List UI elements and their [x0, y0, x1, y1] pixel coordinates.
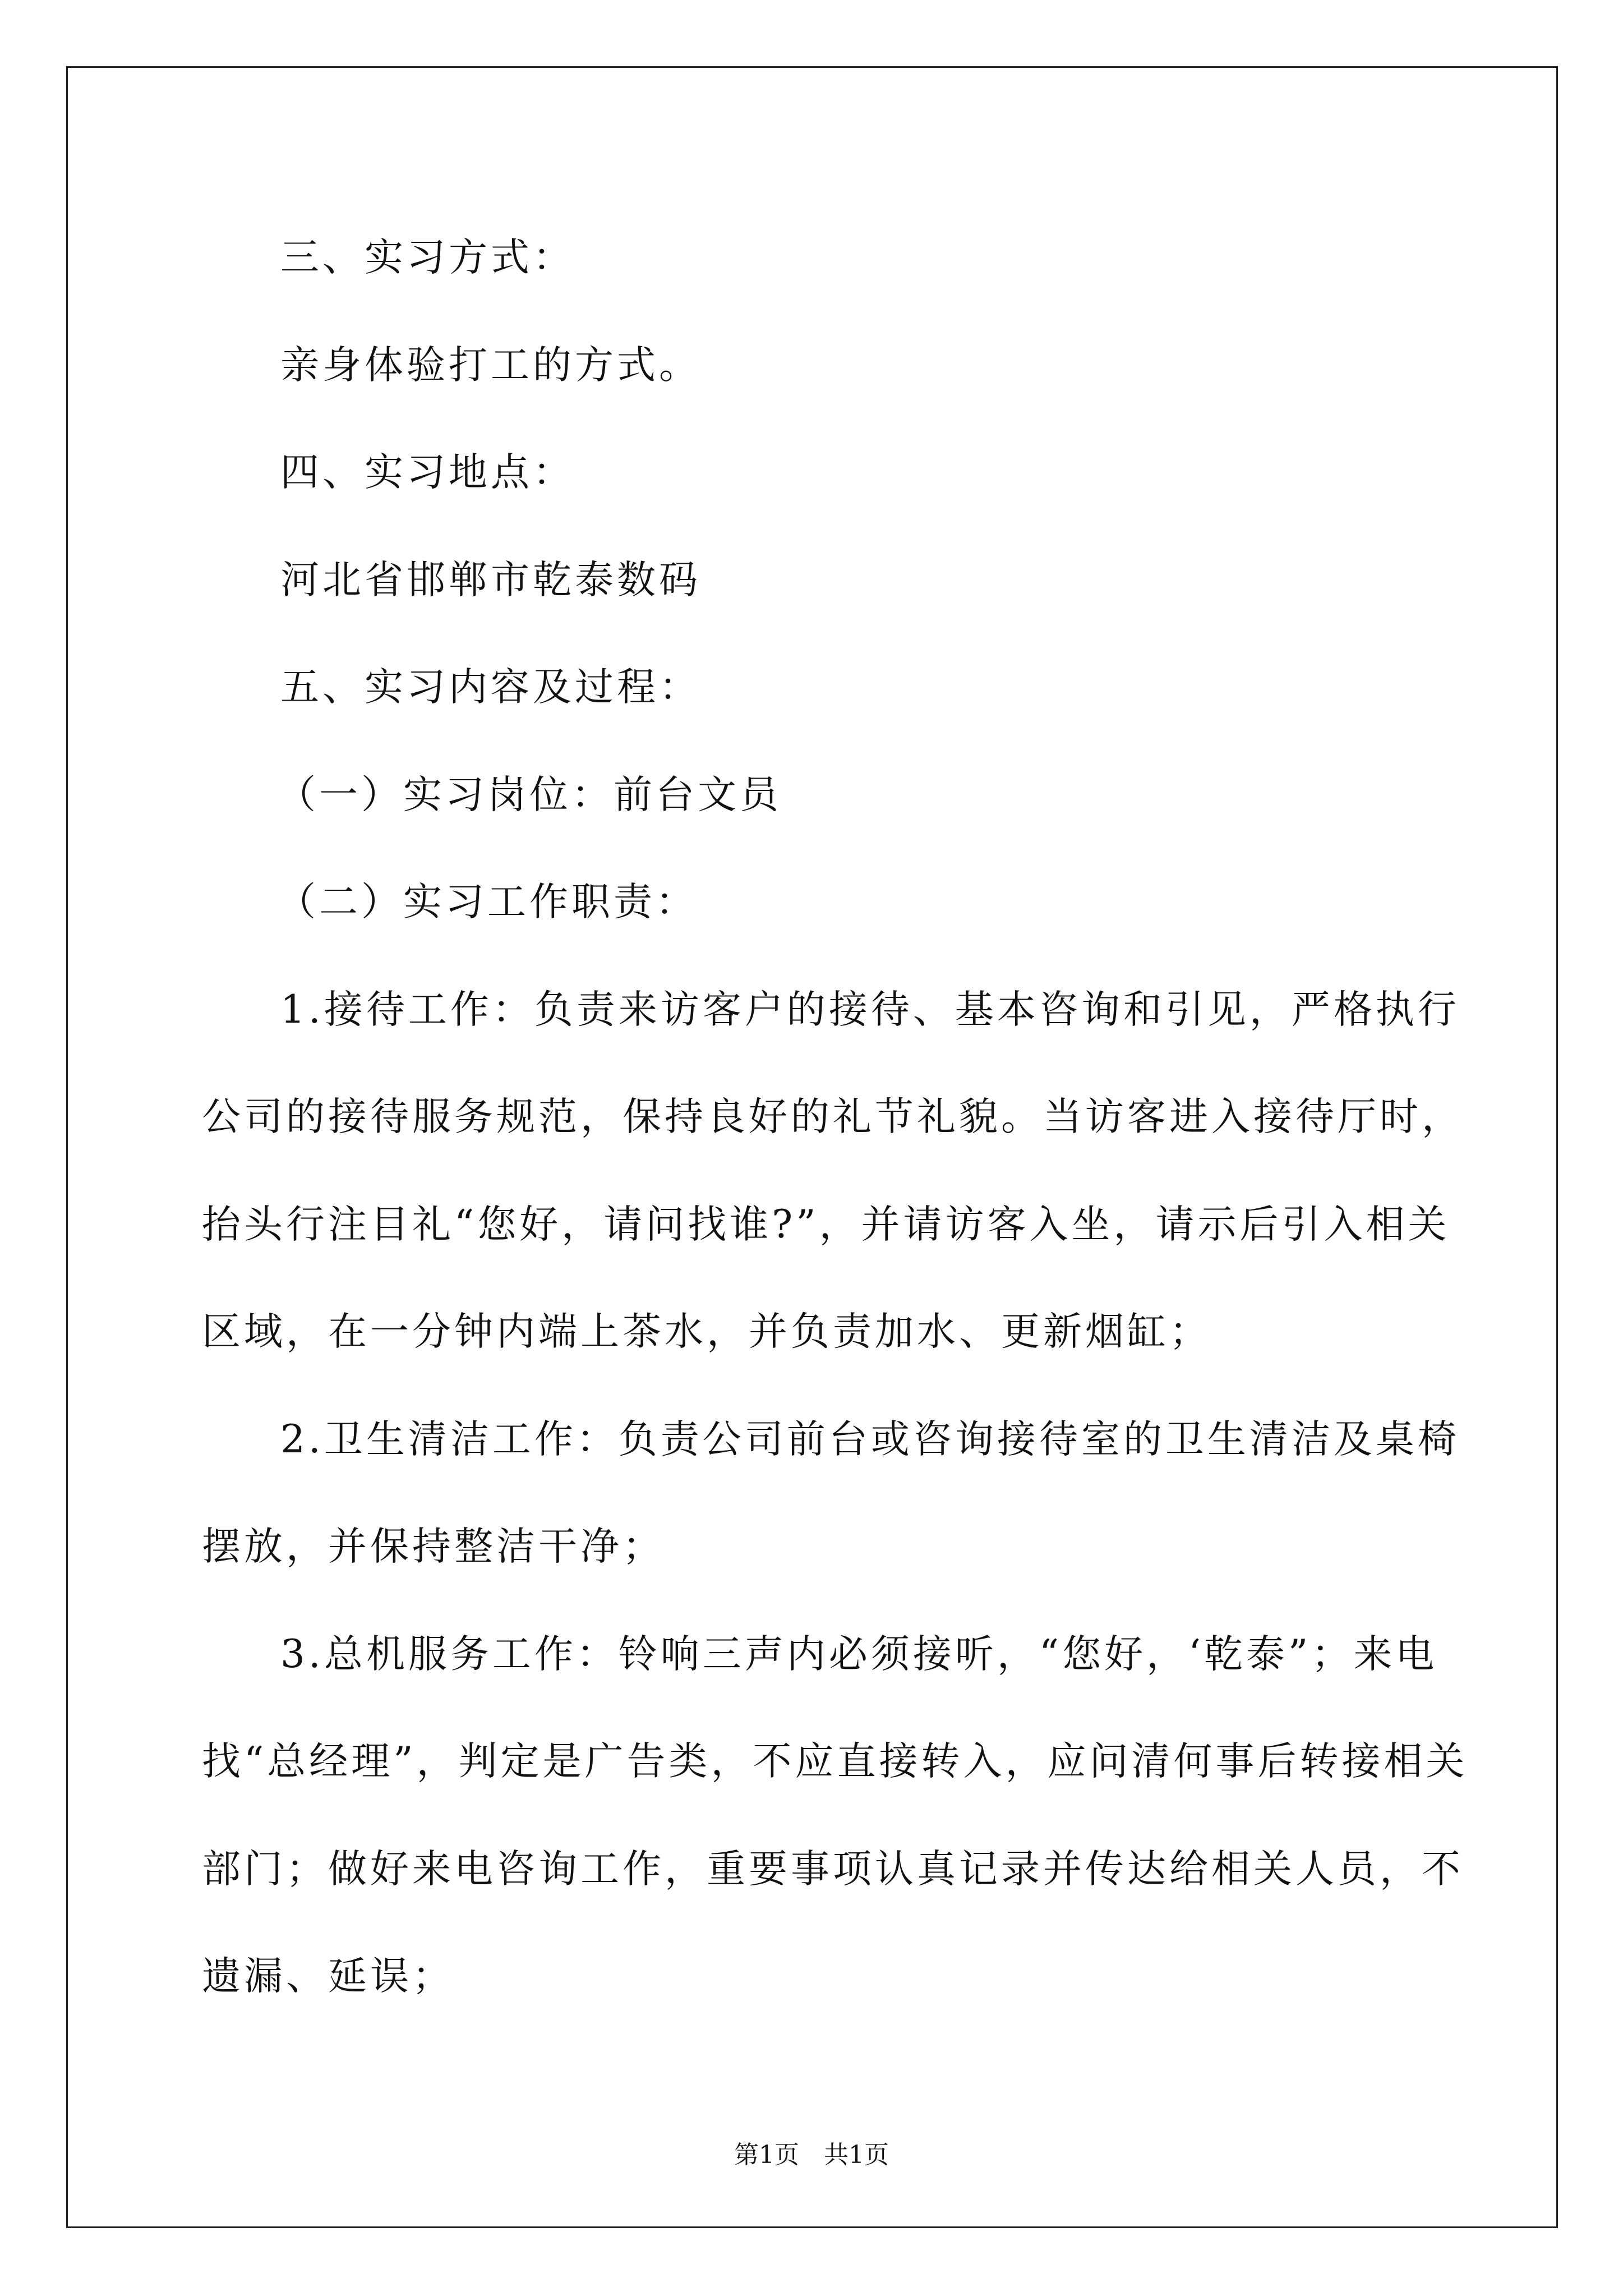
subheading-duties: （二）实习工作职责：: [277, 880, 698, 924]
heading-practice-location: 四、实习地点：: [280, 450, 575, 495]
duty-2-line-2: 摆放，并保持整洁干净；: [202, 1524, 665, 1569]
duty-3-line-4: 遗漏、延误；: [202, 1954, 454, 1999]
duty-2-line-1: 2.卫生清洁工作：负责公司前台或咨询接待室的卫生清洁及桌椅: [280, 1417, 1460, 1462]
subheading-position: （一）实习岗位：前台文员: [277, 772, 782, 817]
page-border: [66, 66, 1558, 2228]
duty-3-line-3: 部门；做好来电咨询工作，重要事项认真记录并传达给相关人员，不: [202, 1847, 1464, 1892]
duty-1-line-3: 抬头行注目礼“您好，请问找谁?”，并请访客入坐，请示后引入相关: [202, 1202, 1450, 1247]
duty-3-line-1: 3.总机服务工作：铃响三声内必须接听，“您好，‘乾泰”；来电: [280, 1632, 1438, 1677]
heading-practice-method: 三、实习方式：: [280, 235, 575, 280]
page-footer: 第1页 共1页: [734, 2141, 889, 2169]
duty-3-line-2: 找“总经理”，判定是广告类，不应直接转入，应问清何事后转接相关: [202, 1739, 1468, 1784]
duty-1-line-4: 区域，在一分钟内端上茶水，并负责加水、更新烟缸；: [202, 1309, 1211, 1354]
duty-1-line-2: 公司的接待服务规范，保持良好的礼节礼貌。当访客进入接待厅时，: [202, 1094, 1464, 1139]
heading-practice-content: 五、实习内容及过程：: [280, 665, 701, 710]
paragraph-practice-location: 河北省邯郸市乾泰数码: [280, 558, 701, 602]
duty-1-line-1: 1.接待工作：负责来访客户的接待、基本咨询和引见，严格执行: [280, 987, 1460, 1032]
paragraph-practice-method: 亲身体验打工的方式。: [280, 343, 701, 388]
